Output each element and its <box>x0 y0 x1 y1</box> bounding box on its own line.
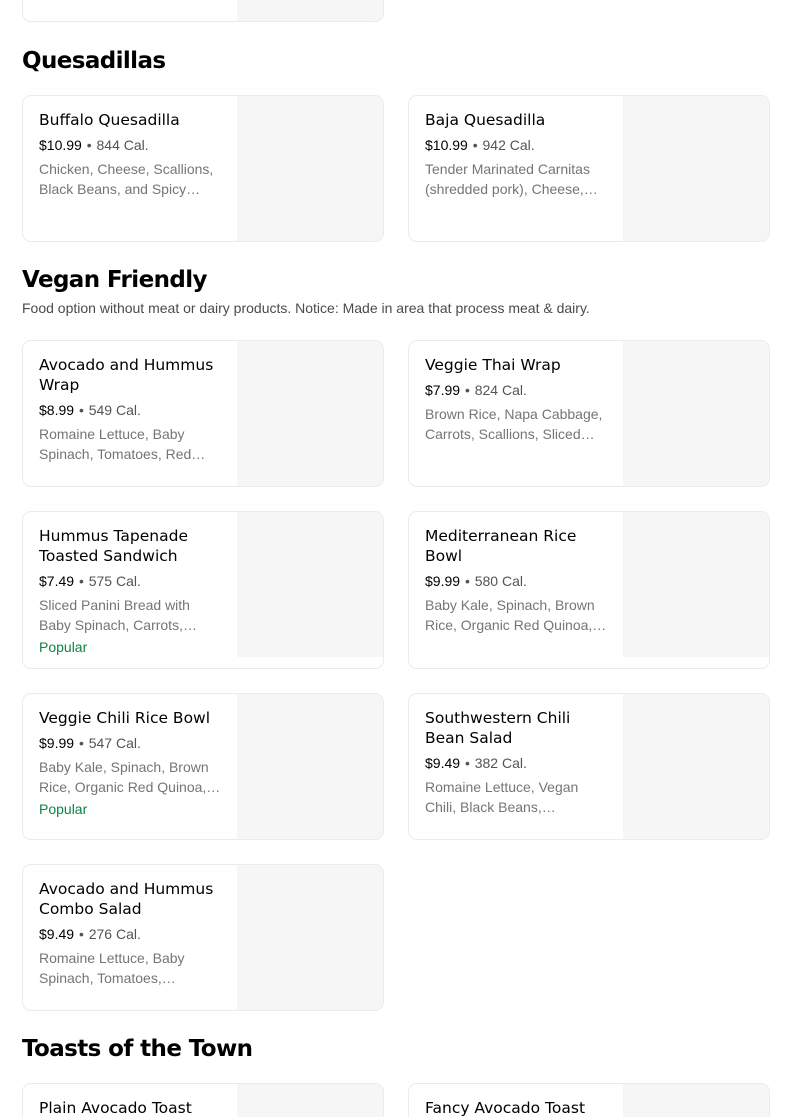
section-title-vegan-friendly: Vegan Friendly <box>22 267 207 293</box>
item-description: Romaine Lettuce, Baby Spinach, Tomatoes, Red… <box>39 426 206 462</box>
item-calories: 575 Cal. <box>88 573 141 589</box>
section-title-quesadillas: Quesadillas <box>22 48 166 74</box>
item-meta <box>39 734 221 752</box>
item-price: $10.99 <box>39 137 82 153</box>
item-name: Mediterranean Rice Bowl <box>425 527 577 565</box>
menu-item-card[interactable] <box>22 0 384 22</box>
menu-item-card[interactable] <box>408 95 770 242</box>
meta-separator: • <box>78 573 84 589</box>
item-name: Hummus Tapenade Toasted Sandwich <box>39 527 188 565</box>
item-calories: 276 Cal. <box>88 926 141 942</box>
menu-item-card[interactable] <box>408 1083 770 1117</box>
item-meta <box>39 925 221 943</box>
meta-separator: • <box>78 735 84 751</box>
meta-separator: • <box>86 137 92 153</box>
item-price: $7.49 <box>39 573 75 589</box>
item-calories: 549 Cal. <box>88 402 141 418</box>
item-image <box>623 512 769 657</box>
item-description: Chicken, Cheese, Scallions, Black Beans, and Spicy… <box>39 161 214 197</box>
item-name: Veggie Thai Wrap <box>425 356 561 374</box>
item-image <box>623 694 769 839</box>
item-price: $8.99 <box>39 402 75 418</box>
item-name: Plain Avocado Toast <box>39 1099 192 1117</box>
popular-badge: Popular <box>39 639 88 655</box>
menu-item-card[interactable] <box>22 511 384 669</box>
menu-item-card[interactable] <box>22 864 384 1011</box>
item-image <box>623 96 769 241</box>
menu-item-card[interactable] <box>22 95 384 242</box>
item-image <box>237 341 383 486</box>
item-description: Romaine Lettuce, Baby Spinach, Tomatoes,… <box>39 950 185 986</box>
item-description: Brown Rice, Napa Cabbage, Carrots, Scallions, Sliced… <box>425 406 603 442</box>
item-name: Buffalo Quesadilla <box>39 111 180 129</box>
popular-badge: Popular <box>39 801 88 817</box>
item-name: Baja Quesadilla <box>425 111 546 129</box>
item-price: $9.49 <box>39 926 75 942</box>
item-name: Veggie Chili Rice Bowl <box>39 709 211 727</box>
item-meta <box>425 381 607 399</box>
item-calories: 824 Cal. <box>474 382 527 398</box>
item-price: $9.49 <box>425 755 461 771</box>
item-description: Sliced Panini Bread with Baby Spinach, Carrots, <box>39 597 190 633</box>
item-calories: 580 Cal. <box>474 573 527 589</box>
menu-item-card[interactable] <box>408 511 770 669</box>
item-calories: 844 Cal. <box>96 137 149 153</box>
item-calories: 547 Cal. <box>88 735 141 751</box>
item-price: $10.99 <box>425 137 468 153</box>
item-description: Baby Kale, Spinach, Brown Rice, Organic Red Quinoa,… <box>425 597 607 633</box>
item-name: Avocado and Hummus Wrap <box>39 356 214 394</box>
item-image <box>623 1084 769 1117</box>
item-price: $9.99 <box>39 735 75 751</box>
item-meta <box>425 136 607 154</box>
item-price: $7.99 <box>425 382 461 398</box>
item-description: Baby Kale, Spinach, Brown Rice, Organic Red Quinoa,… <box>39 759 221 795</box>
item-image <box>237 694 383 839</box>
meta-separator: • <box>464 573 470 589</box>
item-name: Avocado and Hummus Combo Salad <box>39 880 214 918</box>
item-image <box>237 865 383 1010</box>
item-meta <box>425 754 607 772</box>
item-meta <box>39 572 221 590</box>
item-image <box>237 1084 383 1117</box>
item-description: Tender Marinated Carnitas (shredded pork), Cheese,… <box>425 161 598 197</box>
item-calories: 942 Cal. <box>482 137 535 153</box>
item-price: $9.99 <box>425 573 461 589</box>
meta-separator: • <box>472 137 478 153</box>
item-name: Southwestern Chili Bean Salad <box>425 709 571 747</box>
meta-separator: • <box>78 402 84 418</box>
item-meta <box>425 572 607 590</box>
meta-separator: • <box>464 755 470 771</box>
item-description: Romaine Lettuce, Vegan Chili, Black Beans,… <box>425 779 579 815</box>
item-calories: 382 Cal. <box>474 755 527 771</box>
item-image <box>237 512 383 657</box>
item-image <box>623 341 769 486</box>
section-title-toasts: Toasts of the Town <box>22 1036 253 1062</box>
menu-item-card[interactable] <box>22 340 384 487</box>
menu-item-card[interactable] <box>22 1083 384 1117</box>
meta-separator: • <box>464 382 470 398</box>
item-meta <box>39 136 221 154</box>
item-image <box>237 96 383 241</box>
item-meta <box>39 401 221 419</box>
menu-item-card[interactable] <box>22 693 384 840</box>
menu-item-card[interactable] <box>408 693 770 840</box>
meta-separator: • <box>78 926 84 942</box>
item-image <box>237 0 383 21</box>
item-name: Fancy Avocado Toast <box>425 1099 586 1117</box>
section-description: Food option without meat or dairy products. Notice: Made in area that process meat & dairy. <box>22 300 590 316</box>
menu-item-card[interactable] <box>408 340 770 487</box>
